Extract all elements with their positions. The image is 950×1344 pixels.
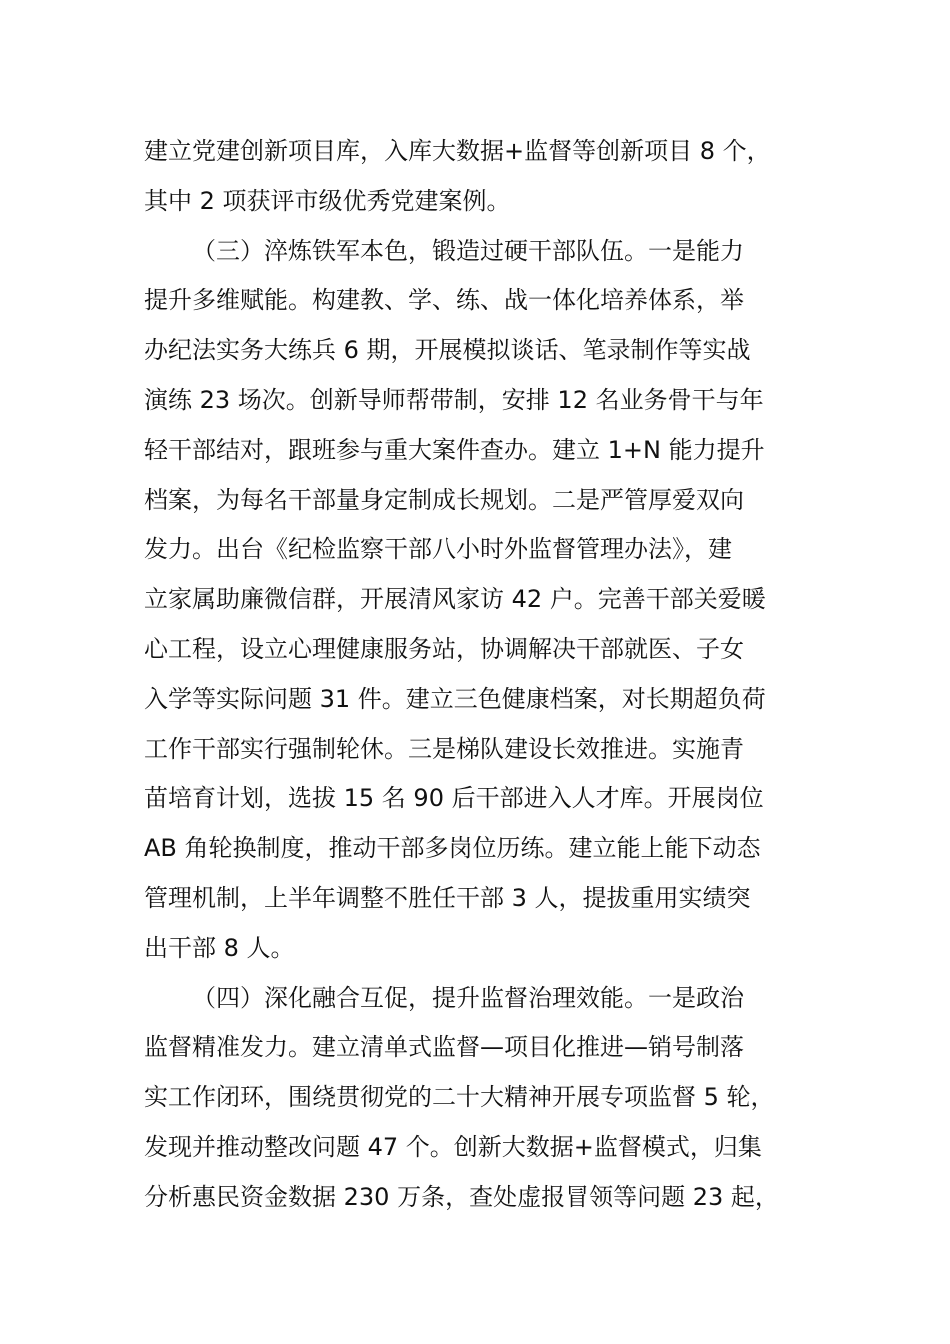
text-line: 演练 23 场次。创新导师帮带制，安排 12 名业务骨干与年 bbox=[144, 385, 764, 414]
body-text bbox=[144, 127, 834, 1223]
text-line: 监督精准发力。建立清单式监督—项目化推进—销号制落 bbox=[144, 1033, 744, 1062]
text-line: 出干部 8 人。 bbox=[144, 933, 295, 962]
text-line: 分析惠民资金数据 230 万条，查处虚报冒领等问题 23 起， bbox=[144, 1182, 779, 1211]
text-line: 建立党建创新项目库，入库大数据+监督等创新项目 8 个， bbox=[144, 137, 771, 165]
text-line: 苗培育计划，选拔 15 名 90 后干部进入人才库。开展岗位 bbox=[144, 784, 764, 813]
text-line: 档案，为每名干部量身定制成长规划。二是严管厚爱双向 bbox=[144, 485, 744, 514]
text-line: 工作干部实行强制轮休。三是梯队建设长效推进。实施青 bbox=[144, 734, 744, 763]
text-line: 实工作闭环，围绕贯彻党的二十大精神开展专项监督 5 轮， bbox=[144, 1083, 775, 1112]
text-line: 管理机制，上半年调整不胜任干部 3 人，提拔重用实绩突 bbox=[144, 883, 751, 912]
text-line: 其中 2 项获评市级优秀党建案例。 bbox=[144, 186, 511, 215]
text-line: 心工程，设立心理健康服务站，协调解决干部就医、子女 bbox=[144, 634, 744, 663]
section-heading-line: （三）淬炼铁军本色，锻造过硬干部队伍。一是能力 bbox=[192, 236, 744, 265]
text-line: 办纪法实务大练兵 6 期，开展模拟谈话、笔录制作等实战 bbox=[144, 336, 751, 365]
text-line: 提升多维赋能。构建教、学、练、战一体化培养体系，举 bbox=[144, 286, 744, 315]
text-line: 发现并推动整改问题 47 个。创新大数据+监督模式，归集 bbox=[144, 1132, 762, 1161]
text-line: 立家属助廉微信群，开展清风家访 42 户。完善干部关爱暖 bbox=[144, 585, 766, 614]
section-heading-line: （四）深化融合互促，提升监督治理效能。一是政治 bbox=[192, 983, 744, 1012]
text-line: 轻干部结对，跟班参与重大案件查办。建立 1+N 能力提升 bbox=[144, 435, 765, 464]
text-line: AB 角轮换制度，推动干部多岗位历练。建立能上能下动态 bbox=[144, 834, 761, 863]
text-line: 发力。出台《纪检监察干部八小时外监督管理办法》，建 bbox=[144, 535, 732, 564]
text-line: 入学等实际问题 31 件。建立三色健康档案，对长期超负荷 bbox=[144, 684, 766, 713]
